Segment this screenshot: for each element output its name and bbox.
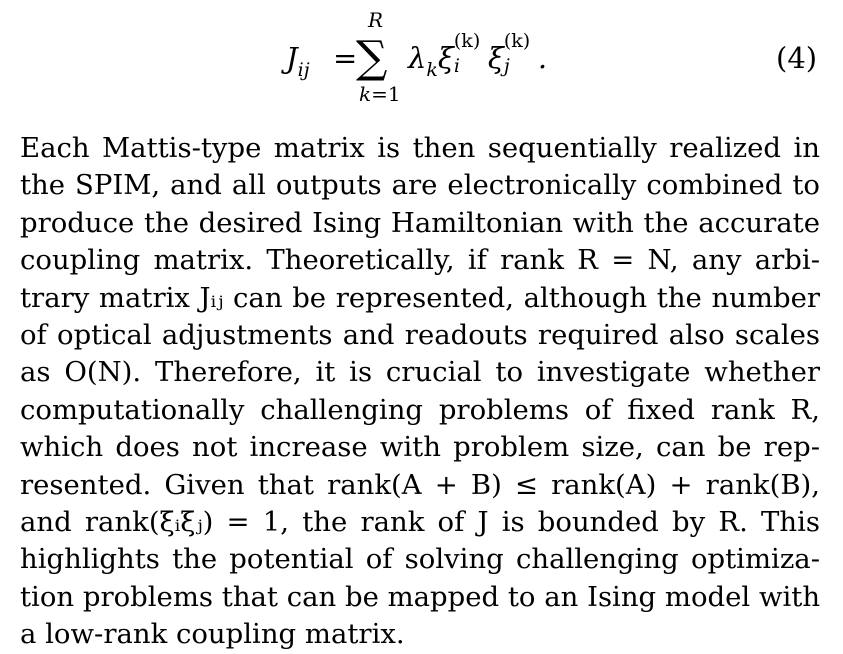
- xi-2-superscript: (k): [503, 30, 531, 52]
- paragraph-line: a low-rank coupling matrix.: [20, 618, 405, 651]
- paragraph-line: Each Mattis-type matrix is then sequentially realized in: [20, 132, 820, 164]
- paragraph-line: coupling matrix. Theoretically, if rank R = N, any arbi-: [20, 244, 820, 277]
- xi-symbol-2: ξ: [487, 41, 504, 75]
- paragraph-line: of optical adjustments and readouts required also scales: [20, 318, 820, 351]
- lambda-subscript: k: [426, 59, 438, 81]
- xi-1-indices: [453, 30, 488, 84]
- paragraph-line: computationally challenging problems of fixed rank R,: [20, 393, 820, 426]
- equation-period: .: [537, 41, 548, 75]
- equation-lhs: [286, 41, 310, 81]
- equation-4: [0, 0, 843, 120]
- paragraph-line: resented. Given that rank(A + B) ≤ rank(A) + rank(B),: [20, 468, 820, 501]
- body-paragraph: [20, 130, 820, 653]
- summation-symbol: ∑: [356, 32, 388, 83]
- paragraph-line: which does not increase with problem size, can be rep-: [20, 431, 820, 464]
- sum-upper-limit: R: [368, 8, 384, 32]
- xi-2-subscript: j: [503, 55, 510, 77]
- xi-1-subscript: i: [453, 55, 460, 77]
- paragraph-line: as O(N). Therefore, it is crucial to investigate whether: [20, 356, 820, 389]
- sum-start: =1: [371, 82, 401, 106]
- paragraph-line: produce the desired Ising Hamiltonian with the accurate: [20, 206, 820, 239]
- paragraph-line: trary matrix Jᵢⱼ can be represented, although the number: [20, 281, 820, 314]
- lhs-symbol: J: [286, 41, 298, 75]
- xi-2-indices: [503, 30, 538, 84]
- equals-sign: =: [333, 41, 358, 75]
- sum-lower-limit: [359, 84, 401, 104]
- lhs-subscript: ij: [297, 59, 310, 81]
- paragraph-line: tion problems that can be mapped to an Ising model with: [20, 580, 821, 613]
- paragraph-line: and rank(ξᵢξⱼ) = 1, the rank of J is bounded by R. This: [20, 505, 820, 538]
- xi-1-superscript: (k): [453, 30, 481, 52]
- equation-rhs-terms: [408, 30, 548, 84]
- lambda-symbol: λ: [408, 41, 427, 75]
- sum-index: k: [359, 82, 372, 106]
- xi-symbol-1: ξ: [437, 41, 454, 75]
- paragraph-line: the SPIM, and all outputs are electronically combined to: [20, 169, 820, 202]
- equation-number: (4): [776, 41, 818, 75]
- paragraph-line: highlights the potential of solving challenging optimiza-: [20, 543, 820, 576]
